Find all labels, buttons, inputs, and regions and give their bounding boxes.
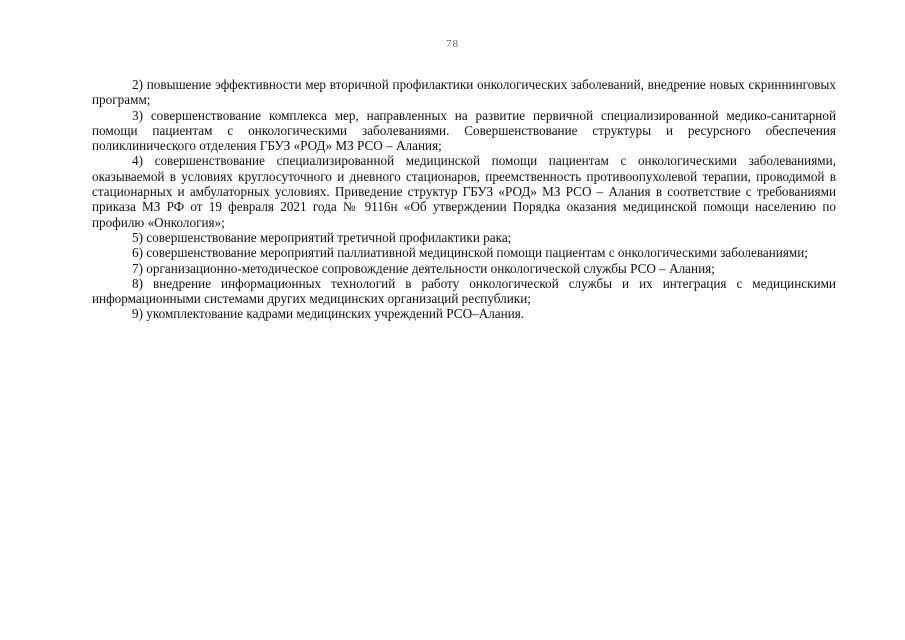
page-number: 78 [446,38,459,50]
list-item-8: 8) внедрение информационных технологий в работу онкологической службы и их интеграция с медицинскими информационными системами других медицинских организаций республики; [92,275,836,307]
list-item-9: 9) укомплектование кадрами медицинских учреждений РСО–Алания. [132,306,525,322]
document-body [92,77,836,322]
list-item-5: 5) совершенствование мероприятий третичной профилактики рака; [132,229,512,245]
list-item-3: 3) совершенствование комплекса мер, направленных на развитие первичной специализированной медико-санитарной помощи пациентам с онкологическими заболеваниями. Совершенствование структуры и ресурсного обеспечения поликлинического отделения ГБУЗ «РОД» МЗ РСО – Алания; [92,107,836,154]
list-item-6: 6) совершенствование мероприятий паллиативной медицинской помощи пациентам с онкологическими заболеваниями; [132,245,808,261]
list-item-4: 4) совершенствование специализированной медицинской помощи пациентам с онкологическими заболеваниями, оказываемой в условиях круглосуточного и дневного стационаров, преемственность противоопухолевой терапии, проводимой в стационарных и амбулаторных условиях. Приведение структур ГБУЗ «РОД» МЗ РСО – Алания в соответствие с требованиями приказа МЗ РФ от 19 февраля 2021 года № 9116н «Об утверждении Порядка оказания медицинской помощи населению по профилю «Онкология»; [92,153,836,230]
list-item-2: 2) повышение эффективности мер вторичной профилактики онкологических заболеваний, внедрение новых скриннинговых программ; [92,77,836,108]
list-item-7: 7) организационно-методическое сопровождение деятельности онкологической службы РСО – Алания; [132,260,715,276]
